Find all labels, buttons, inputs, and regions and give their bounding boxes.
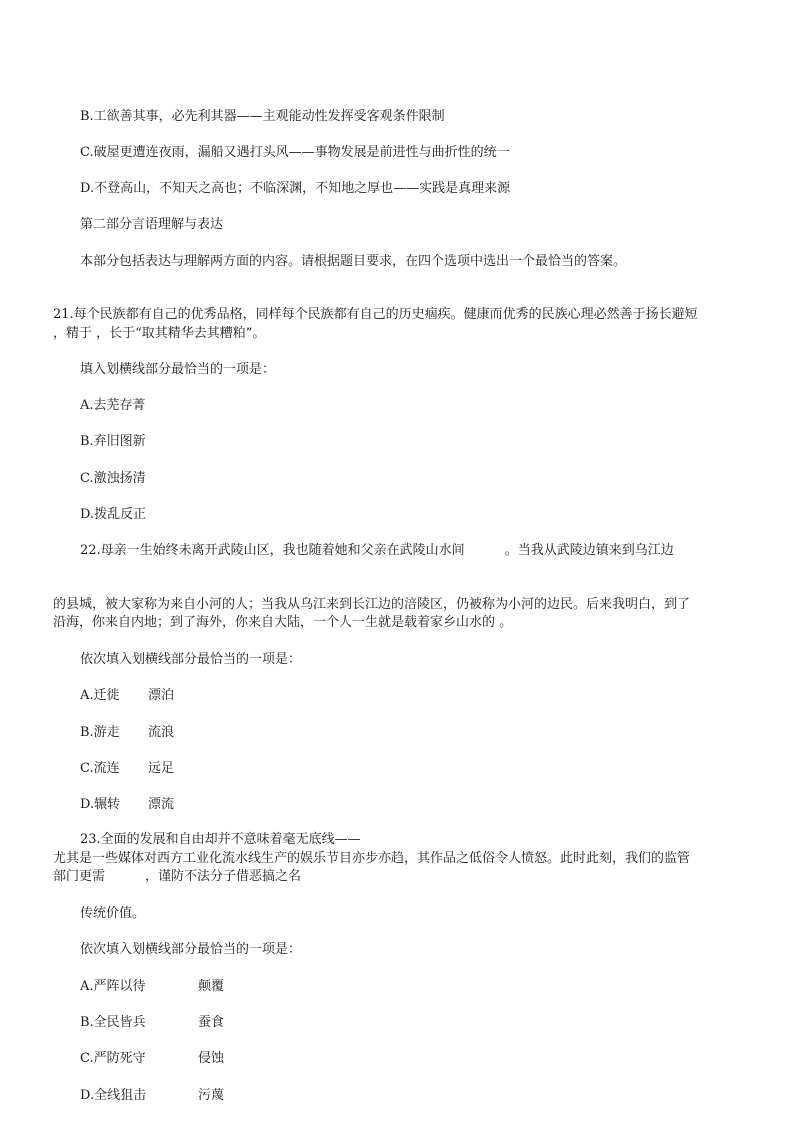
q23-option-b [80, 1014, 224, 1032]
q22-option-d-word1: D.辗转 [80, 797, 121, 812]
q22-option-d-word2: 漂流 [148, 797, 175, 812]
q23-option-c [80, 1050, 224, 1068]
q22-stem-line2: 的县城，被大家称为来自小河的人；当我从乌江来到长江边的涪陵区，仍被称为小河的边民。后来我明白，到了 [53, 597, 691, 612]
q23-stem-line3 [53, 868, 301, 886]
q22-option-b [80, 724, 174, 742]
q22-prompt: 依次填入划横线部分最恰当的一项是： [80, 652, 302, 667]
q23-option-a-word1: A.严阵以待 [80, 979, 146, 994]
q23-option-b-word2: 蚕食 [198, 1015, 225, 1030]
section-intro: 本部分包括表达与理解两方面的内容。请根据题目要求，在四个选项中选出一个最恰当的答案。 [80, 254, 627, 269]
section-title: 第二部分言语理解与表达 [80, 217, 224, 232]
q21-option-d: D.拨乱反正 [80, 507, 147, 522]
q23-stem-line4: 传统价值。 [80, 906, 146, 921]
q21-stem-line2: ，精于 ，长于“取其精华去其糟粕”。 [53, 326, 266, 341]
option-d-prev: D.不登高山，不知天之高也；不临深渊，不知地之厚也——实践是真理来源 [80, 181, 511, 196]
option-b-prev: B.工欲善其事，必先利其器——主观能动性发挥受客观条件限制 [80, 109, 445, 124]
q22-stem-line1-part1: 22.母亲一生始终未离开武陵山区，我也随着她和父亲在武陵山水间 [80, 543, 465, 558]
q23-stem-line3-part2: ，谨防不法分子借恶搞之名 [145, 869, 302, 884]
q23-option-a [80, 978, 224, 996]
q22-option-a [80, 687, 174, 705]
option-c-prev: C.破屋更遭连夜雨，漏船又遇打头风——事物发展是前进性与曲折性的统一 [80, 145, 510, 160]
q23-option-b-word1: B.全民皆兵 [80, 1015, 146, 1030]
q22-option-c-word2: 远足 [148, 761, 175, 776]
q23-option-d [80, 1087, 224, 1105]
q22-stem-line1 [80, 542, 674, 560]
q22-option-c [80, 760, 174, 778]
q22-option-b-word1: B.游走 [80, 725, 120, 740]
q21-option-a: A.去芜存菁 [80, 398, 146, 413]
q21-option-b: B.弃旧图新 [80, 434, 146, 449]
q21-option-c: C.激浊扬清 [80, 471, 146, 486]
q23-option-a-word2: 颠覆 [198, 979, 225, 994]
q22-stem-line3: 沿海，你来自内地；到了海外，你来自大陆，一个人一生就是载着家乡山水的 。 [53, 615, 513, 630]
q23-stem-line2: 尤其是一些媒体对西方工业化流水线生产的娱乐节目亦步亦趋，其作品之低俗令人愤怒。此时此刻，我们的监管 [53, 851, 691, 866]
q22-option-b-word2: 流浪 [148, 725, 175, 740]
q22-stem-line1-part2: 。当我从武陵边镇来到乌江边 [504, 543, 674, 558]
q22-option-a-word1: A.迁徙 [80, 688, 120, 703]
q22-option-d [80, 796, 174, 814]
q23-prompt: 依次填入划横线部分最恰当的一项是： [80, 942, 302, 957]
q23-option-c-word2: 侵蚀 [198, 1051, 225, 1066]
q23-stem-line3-part1: 部门更需 [53, 869, 106, 884]
q23-option-c-word1: C.严防死守 [80, 1051, 146, 1066]
q23-option-d-word2: 污蔑 [198, 1088, 225, 1103]
q23-stem-line1: 23.全面的发展和自由却并不意味着毫无底线—— [80, 832, 361, 847]
q21-stem-line1: 21.每个民族都有自己的优秀品格，同样每个民族都有自己的历史痼疾。健康而优秀的民族心理必然善于扬长避短 [53, 307, 698, 322]
q23-option-d-word1: D.全线狙击 [80, 1088, 147, 1103]
q22-option-c-word1: C.流连 [80, 761, 120, 776]
q21-prompt: 填入划横线部分最恰当的一项是： [80, 362, 276, 377]
q22-option-a-word2: 漂泊 [148, 688, 175, 703]
